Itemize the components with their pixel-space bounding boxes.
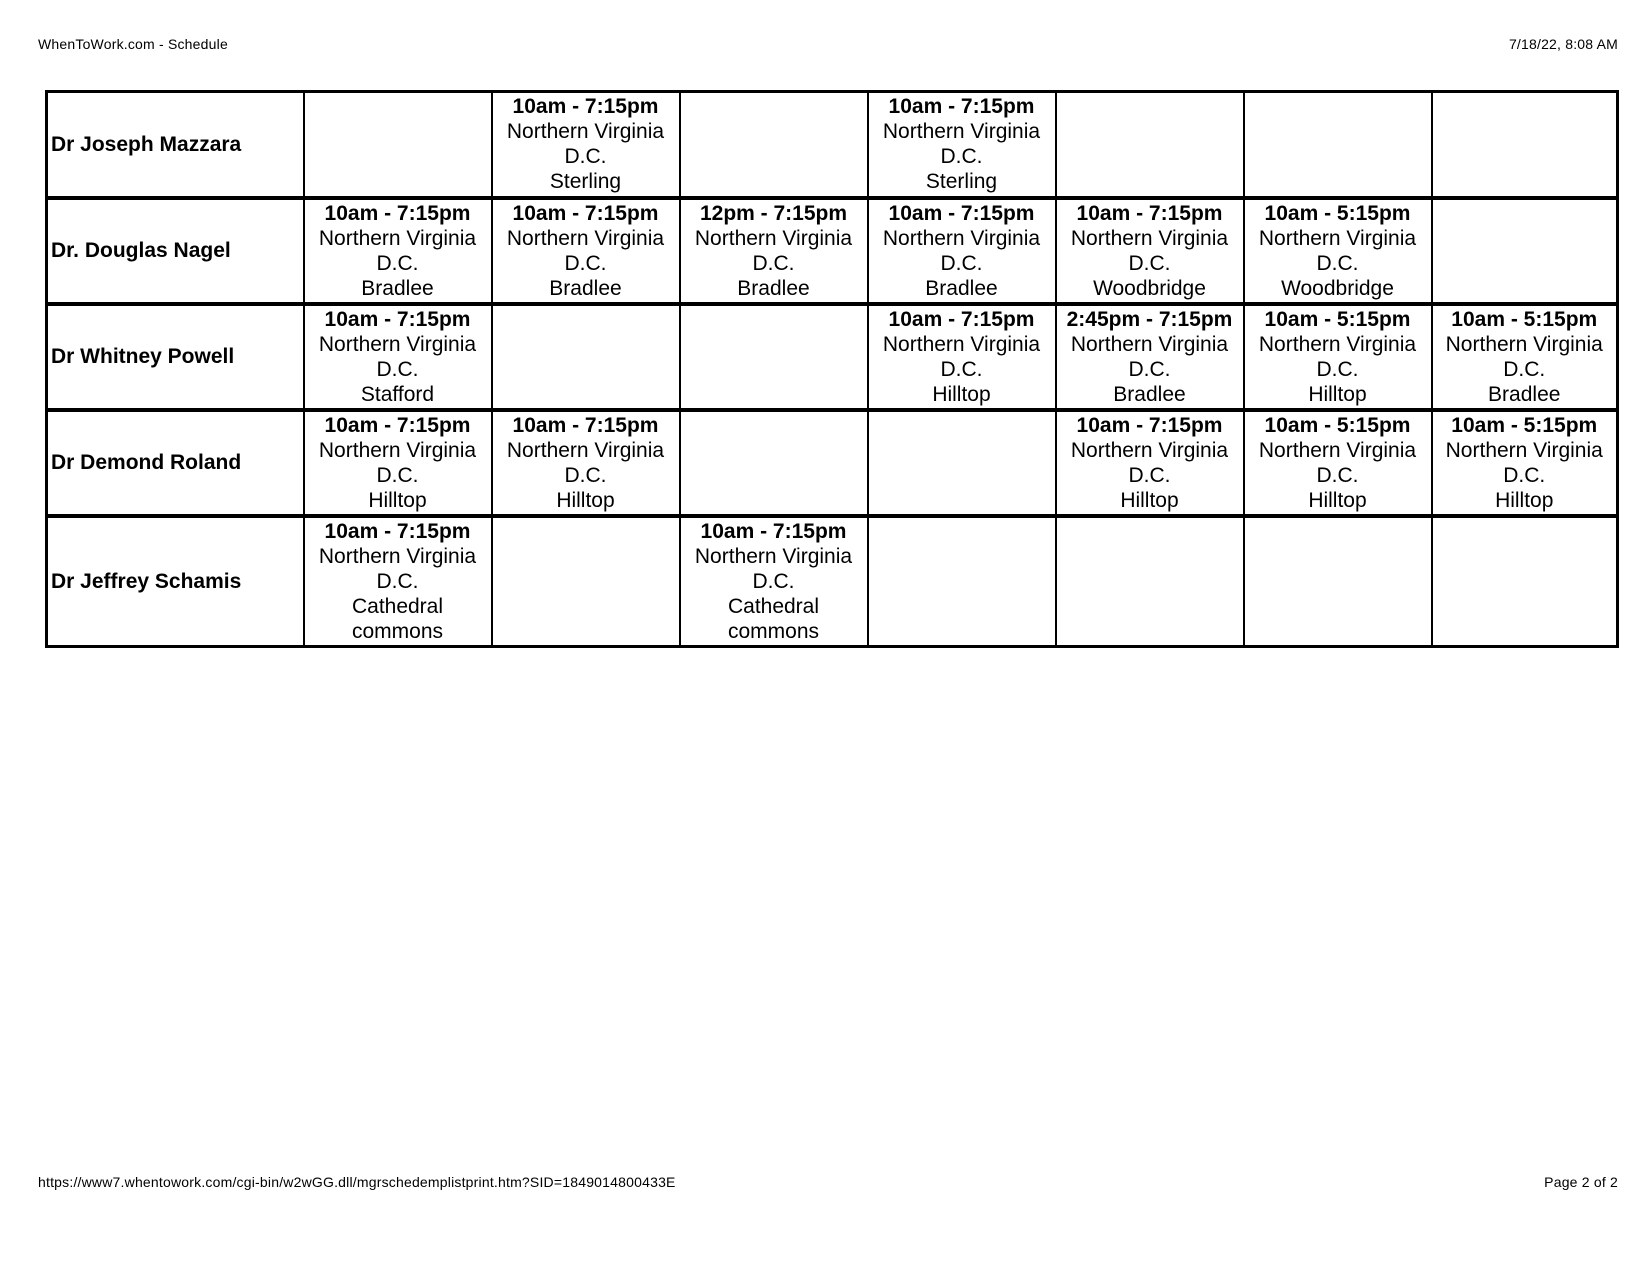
shift-cell <box>1432 410 1618 516</box>
shift-region: Northern Virginia <box>882 120 1041 144</box>
shift-region: Northern Virginia <box>882 332 1041 356</box>
employee-name: Dr Demond Roland <box>47 410 304 516</box>
shift-region: Northern Virginia <box>1258 332 1417 356</box>
shift-time: 10am - 5:15pm <box>1451 413 1598 437</box>
shift-dc: D.C. <box>1316 251 1359 275</box>
shift-time: 10am - 7:15pm <box>324 519 471 543</box>
shift-cell <box>1244 410 1432 516</box>
shift-cell-empty <box>1432 198 1618 304</box>
shift-dc: D.C. <box>1503 463 1546 487</box>
shift-time: 10am - 7:15pm <box>512 201 659 225</box>
employee-row <box>47 304 1618 410</box>
employee-row <box>47 198 1618 304</box>
shift-time: 2:45pm - 7:15pm <box>1066 307 1233 331</box>
shift-cell <box>1056 410 1244 516</box>
shift-dc: D.C. <box>752 569 795 593</box>
shift-dc: D.C. <box>376 357 419 381</box>
shift-cell-empty <box>304 92 492 198</box>
shift-cell <box>492 198 680 304</box>
shift-cell-empty <box>492 516 680 647</box>
shift-dc: D.C. <box>940 357 983 381</box>
shift-time: 10am - 7:15pm <box>324 201 471 225</box>
employee-row <box>47 516 1618 647</box>
page-footer-url: https://www7.whentowork.com/cgi-bin/w2wGG.dll/mgrschedemplistprint.htm?SID=1849014800433E <box>38 1174 676 1190</box>
shift-dc: D.C. <box>1128 251 1171 275</box>
shift-cell <box>1432 304 1618 410</box>
shift-location: Cathedral commons <box>727 594 820 643</box>
shift-region: Northern Virginia <box>318 438 477 462</box>
shift-dc: D.C. <box>940 251 983 275</box>
employee-name: Dr Jeffrey Schamis <box>47 516 304 647</box>
shift-cell-empty <box>1432 516 1618 647</box>
shift-cell <box>868 92 1056 198</box>
shift-time: 10am - 5:15pm <box>1264 201 1411 225</box>
employee-name: Dr. Douglas Nagel <box>47 198 304 304</box>
shift-location: Sterling <box>925 170 998 194</box>
shift-region: Northern Virginia <box>1445 332 1603 356</box>
shift-cell <box>868 304 1056 410</box>
shift-location: Hilltop <box>932 382 991 406</box>
shift-region: Northern Virginia <box>506 120 665 144</box>
shift-time: 10am - 5:15pm <box>1264 413 1411 437</box>
shift-region: Northern Virginia <box>1070 438 1229 462</box>
shift-cell <box>680 198 868 304</box>
shift-dc: D.C. <box>564 463 607 487</box>
page-header-title: WhenToWork.com - Schedule <box>38 36 228 52</box>
shift-region: Northern Virginia <box>694 544 853 568</box>
shift-dc: D.C. <box>1128 463 1171 487</box>
shift-cell-empty <box>680 92 868 198</box>
employee-row <box>47 410 1618 516</box>
shift-cell <box>868 198 1056 304</box>
shift-location: Woodbridge <box>1093 276 1206 300</box>
shift-dc: D.C. <box>1128 357 1171 381</box>
shift-cell-empty <box>868 516 1056 647</box>
shift-cell <box>304 410 492 516</box>
shift-cell <box>304 198 492 304</box>
page-footer-page-number: Page 2 of 2 <box>1544 1174 1618 1190</box>
shift-cell <box>1244 304 1432 410</box>
shift-cell <box>492 92 680 198</box>
shift-location: Cathedral commons <box>351 594 444 643</box>
shift-location: Hilltop <box>1308 382 1367 406</box>
shift-time: 10am - 7:15pm <box>1076 413 1223 437</box>
shift-time: 10am - 7:15pm <box>512 95 659 119</box>
shift-dc: D.C. <box>1316 463 1359 487</box>
shift-cell-empty <box>1056 516 1244 647</box>
shift-region: Northern Virginia <box>318 544 477 568</box>
shift-time: 12pm - 7:15pm <box>699 201 848 225</box>
shift-time: 10am - 7:15pm <box>700 519 847 543</box>
shift-dc: D.C. <box>376 569 419 593</box>
employee-name: Dr Joseph Mazzara <box>47 92 304 198</box>
shift-time: 10am - 7:15pm <box>324 413 471 437</box>
shift-location: Hilltop <box>1120 488 1179 512</box>
schedule-body <box>47 92 1618 647</box>
shift-time: 10am - 7:15pm <box>888 307 1035 331</box>
shift-location: Bradlee <box>737 276 810 300</box>
shift-cell <box>1056 304 1244 410</box>
shift-location: Hilltop <box>556 488 615 512</box>
shift-cell <box>304 516 492 647</box>
shift-dc: D.C. <box>752 251 795 275</box>
shift-cell <box>1056 198 1244 304</box>
shift-cell-empty <box>868 410 1056 516</box>
shift-time: 10am - 7:15pm <box>1076 201 1223 225</box>
shift-location: Sterling <box>549 170 622 194</box>
shift-location: Bradlee <box>361 276 434 300</box>
employee-row <box>47 92 1618 198</box>
shift-region: Northern Virginia <box>318 332 477 356</box>
shift-time: 10am - 7:15pm <box>888 95 1035 119</box>
shift-location: Bradlee <box>1488 382 1561 406</box>
shift-region: Northern Virginia <box>506 226 665 250</box>
shift-location: Stafford <box>360 382 435 406</box>
shift-cell-empty <box>680 304 868 410</box>
shift-time: 10am - 7:15pm <box>888 201 1035 225</box>
shift-cell-empty <box>492 304 680 410</box>
shift-cell-empty <box>1056 92 1244 198</box>
shift-cell <box>492 410 680 516</box>
schedule-table <box>45 90 1619 648</box>
shift-cell-empty <box>1244 92 1432 198</box>
shift-region: Northern Virginia <box>1070 226 1229 250</box>
shift-location: Hilltop <box>368 488 427 512</box>
shift-dc: D.C. <box>564 251 607 275</box>
shift-region: Northern Virginia <box>694 226 853 250</box>
shift-location: Bradlee <box>1113 382 1186 406</box>
shift-dc: D.C. <box>1503 357 1546 381</box>
shift-dc: D.C. <box>376 251 419 275</box>
shift-region: Northern Virginia <box>506 438 665 462</box>
shift-region: Northern Virginia <box>318 226 477 250</box>
shift-region: Northern Virginia <box>882 226 1041 250</box>
shift-location: Bradlee <box>925 276 998 300</box>
shift-cell-empty <box>680 410 868 516</box>
shift-region: Northern Virginia <box>1070 332 1229 356</box>
shift-location: Bradlee <box>549 276 622 300</box>
shift-dc: D.C. <box>564 145 607 169</box>
shift-cell-empty <box>1432 92 1618 198</box>
shift-region: Northern Virginia <box>1258 438 1417 462</box>
shift-region: Northern Virginia <box>1445 438 1603 462</box>
shift-time: 10am - 5:15pm <box>1451 307 1598 331</box>
shift-dc: D.C. <box>376 463 419 487</box>
shift-dc: D.C. <box>1316 357 1359 381</box>
shift-dc: D.C. <box>940 145 983 169</box>
shift-cell-empty <box>1244 516 1432 647</box>
shift-time: 10am - 5:15pm <box>1264 307 1411 331</box>
shift-cell <box>680 516 868 647</box>
shift-location: Woodbridge <box>1281 276 1394 300</box>
shift-location: Hilltop <box>1495 488 1554 512</box>
page-header-timestamp: 7/18/22, 8:08 AM <box>1508 36 1618 52</box>
shift-time: 10am - 7:15pm <box>324 307 471 331</box>
employee-name: Dr Whitney Powell <box>47 304 304 410</box>
shift-time: 10am - 7:15pm <box>512 413 659 437</box>
shift-cell <box>1244 198 1432 304</box>
shift-cell <box>304 304 492 410</box>
shift-location: Hilltop <box>1308 488 1367 512</box>
shift-region: Northern Virginia <box>1258 226 1417 250</box>
